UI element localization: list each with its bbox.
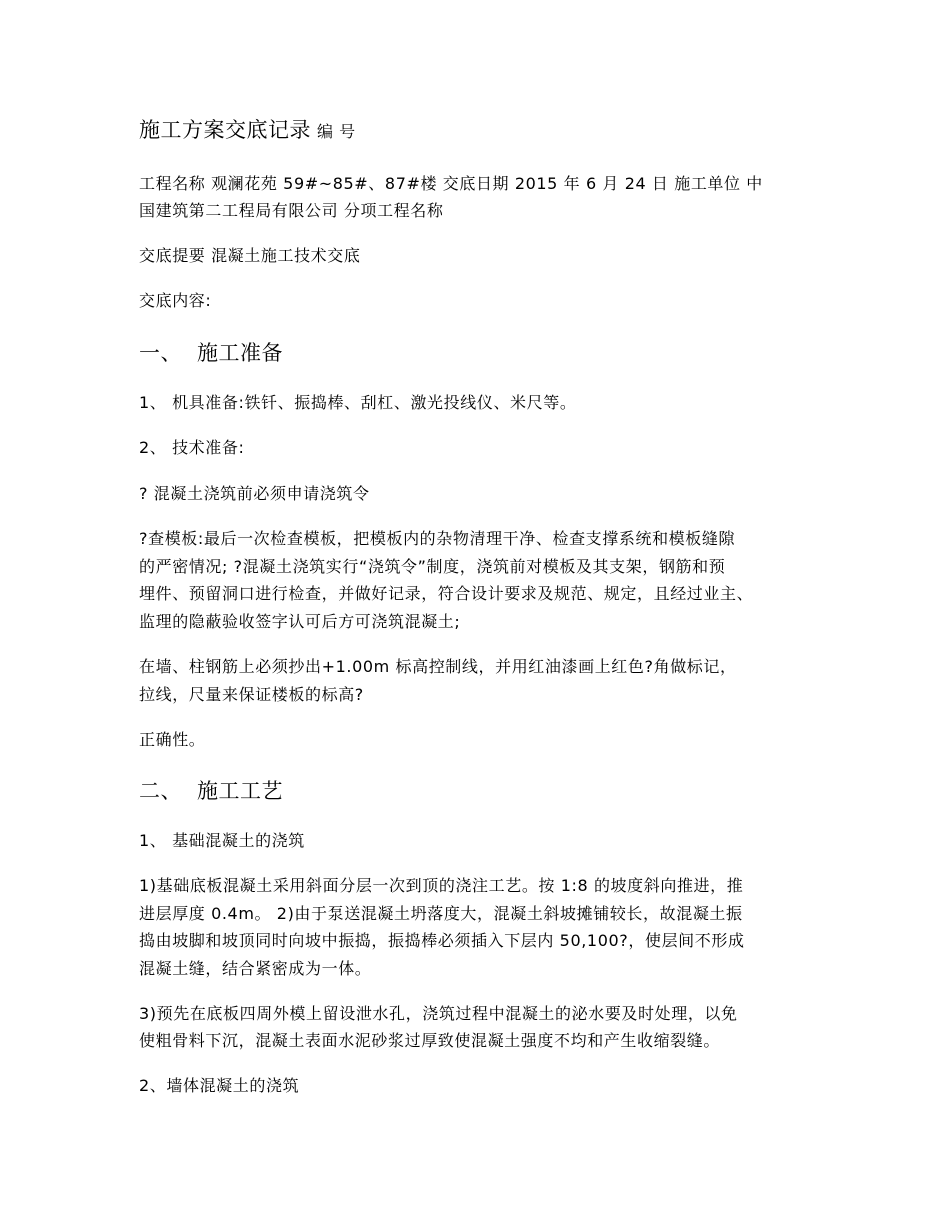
section-1-title: 施工准备 bbox=[197, 341, 283, 365]
paragraph-line: ?查模板:最后一次检查模板，把模板内的杂物清理干净、检查支撑系统和模板缝隙 bbox=[139, 529, 736, 548]
title-number-label: 编 号 bbox=[317, 122, 356, 141]
paragraph-line: 在墙、柱钢筋上必须抄出+1.00m 标高控制线，并用红油漆画上红色?角做标记， bbox=[139, 657, 737, 676]
paragraph-line: 埋件、预留洞口进行检查，并做好记录，符合设计要求及规范、规定，且经过业主、 bbox=[139, 584, 754, 603]
section-1-index: 一、 bbox=[139, 341, 182, 365]
paragraph-line: 监理的隐蔽验收签字认可后方可浇筑混凝土; bbox=[139, 612, 461, 631]
section-1-item-2: 2、 技术准备: bbox=[139, 438, 245, 457]
paragraph-line: 捣由坡脚和坡顶同时向坡中振捣，振捣棒必须插入下层内 50,100?，使层间不形成 bbox=[139, 931, 745, 950]
summary-line: 交底提要 混凝土施工技术交底 bbox=[139, 246, 361, 265]
project-info-line-1: 工程名称 观澜花苑 59#~85#、87#楼 交底日期 2015 年 6 月 24 日 施工单位 中 bbox=[139, 174, 763, 193]
section-1-item-1: 1、 机具准备:铁钎、振捣棒、刮杠、激光投线仪、米尺等。 bbox=[139, 393, 577, 412]
section-2-heading bbox=[139, 775, 283, 805]
paragraph-line: 的严密情况; ?混凝土浇筑实行“浇筑令”制度，浇筑前对模板及其支架，钢筋和预 bbox=[139, 557, 726, 576]
section-2-index: 二、 bbox=[139, 779, 182, 803]
section-2-item-1: 1、 基础混凝土的浇筑 bbox=[139, 831, 305, 850]
title-text: 施工方案交底记录 bbox=[139, 118, 311, 142]
paragraph-line: 混凝土缝，结合紧密成为一体。 bbox=[139, 959, 372, 978]
paragraph-line: 进层厚度 0.4m。 2)由于泵送混凝土坍落度大，混凝土斜坡摊铺较长，故混凝土振 bbox=[139, 904, 743, 923]
section-1-heading bbox=[139, 337, 283, 367]
project-info-line-2: 国建筑第二工程局有限公司 分项工程名称 bbox=[139, 201, 444, 220]
paragraph-line: 拉线，尺量来保证楼板的标高? bbox=[139, 685, 364, 704]
paragraph-line: 使粗骨料下沉，混凝土表面水泥砂浆过厚致使混凝土强度不均和产生收缩裂缝。 bbox=[139, 1031, 721, 1050]
paragraph-line: 正确性。 bbox=[139, 730, 206, 749]
section-1-note-1: ? 混凝土浇筑前必须申请浇筑令 bbox=[139, 484, 370, 503]
paragraph-line: 3)预先在底板四周外模上留设泄水孔，浇筑过程中混凝土的泌水要及时处理，以免 bbox=[139, 1004, 738, 1023]
section-2-title: 施工工艺 bbox=[197, 779, 283, 803]
paragraph-line: 1)基础底板混凝土采用斜面分层一次到顶的浇注工艺。按 1:8 的坡度斜向推进，推 bbox=[139, 876, 744, 895]
section-2-item-2: 2、墙体混凝土的浇筑 bbox=[139, 1076, 300, 1095]
document-title bbox=[139, 114, 356, 144]
content-label: 交底内容: bbox=[139, 291, 212, 310]
